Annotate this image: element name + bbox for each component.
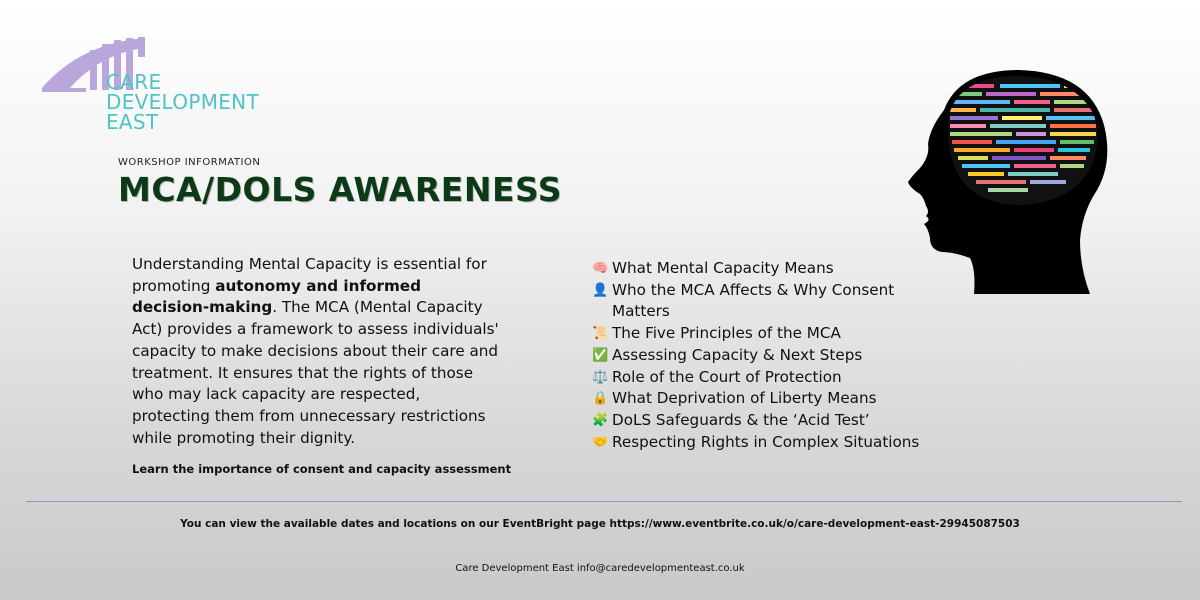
intro-text-start: Understanding Mental Capacity is essential for promoting [132,255,487,295]
brand-line-east: EAST [106,110,159,134]
puzzle-icon: 🧩 [592,412,609,428]
topic-list [592,258,932,453]
check-icon: ✅ [592,347,609,363]
topic-label: What Mental Capacity Means [612,259,834,277]
topic-label: Respecting Rights in Complex Situations [612,432,920,451]
topic-label: Who the MCA Affects & Why Consent Matters [612,280,895,321]
eventbrite-notice: You can view the available dates and locations on our EventBright page https://www.eventbrite.co.uk/o/care-development-east-29945087503 [180,518,1020,530]
handshake-icon: 🤝 [592,434,609,450]
contact-line: Care Development East info@caredevelopmenteast.co.uk [455,563,745,574]
scales-icon: ⚖️ [592,369,609,385]
intro-paragraph [132,254,502,449]
brand-logo [40,34,280,144]
intro-text-end: . The MCA (Mental Capacity Act) provides a framework to assess individuals' capacity to make decisions about their care and treatment. It ensures that the rights of those who may lack capacity are respected, protecting them from unnecessary restrictions while promoting their dignity. [132,298,499,447]
scroll-icon: 📜 [592,326,609,342]
topic-label: DoLS Safeguards & the ‘Acid Test’ [612,410,870,429]
topic-item [592,388,932,410]
person-icon: 👤 [592,282,609,298]
page-title: MCA/DOLS AWARENESS [118,170,563,209]
head-brain-illustration [904,70,1110,296]
topic-item [592,345,932,367]
topic-label: Role of the Court of Protection [612,367,842,386]
topic-item [592,432,932,454]
topic-item [592,323,932,345]
topic-item [592,410,932,432]
brand-line-care: CARE [106,70,162,94]
section-divider [26,501,1182,502]
workshop-eyebrow: WORKSHOP INFORMATION [118,157,261,168]
brand-line-development: DEVELOPMENT [106,90,259,114]
intro-text-bold: autonomy and informed decision-making [132,276,421,317]
topic-label: The Five Principles of the MCA [612,324,841,343]
topic-item [592,258,932,280]
learn-callout: Learn the importance of consent and capacity assessment [132,462,512,476]
topic-item [592,280,932,323]
topic-label: Assessing Capacity & Next Steps [612,345,863,364]
lock-icon: 🔒 [592,391,609,407]
brain-icon: 🧠 [592,261,609,276]
brand-name [106,72,259,132]
topic-label: What Deprivation of Liberty Means [612,389,877,408]
topic-item [592,367,932,389]
